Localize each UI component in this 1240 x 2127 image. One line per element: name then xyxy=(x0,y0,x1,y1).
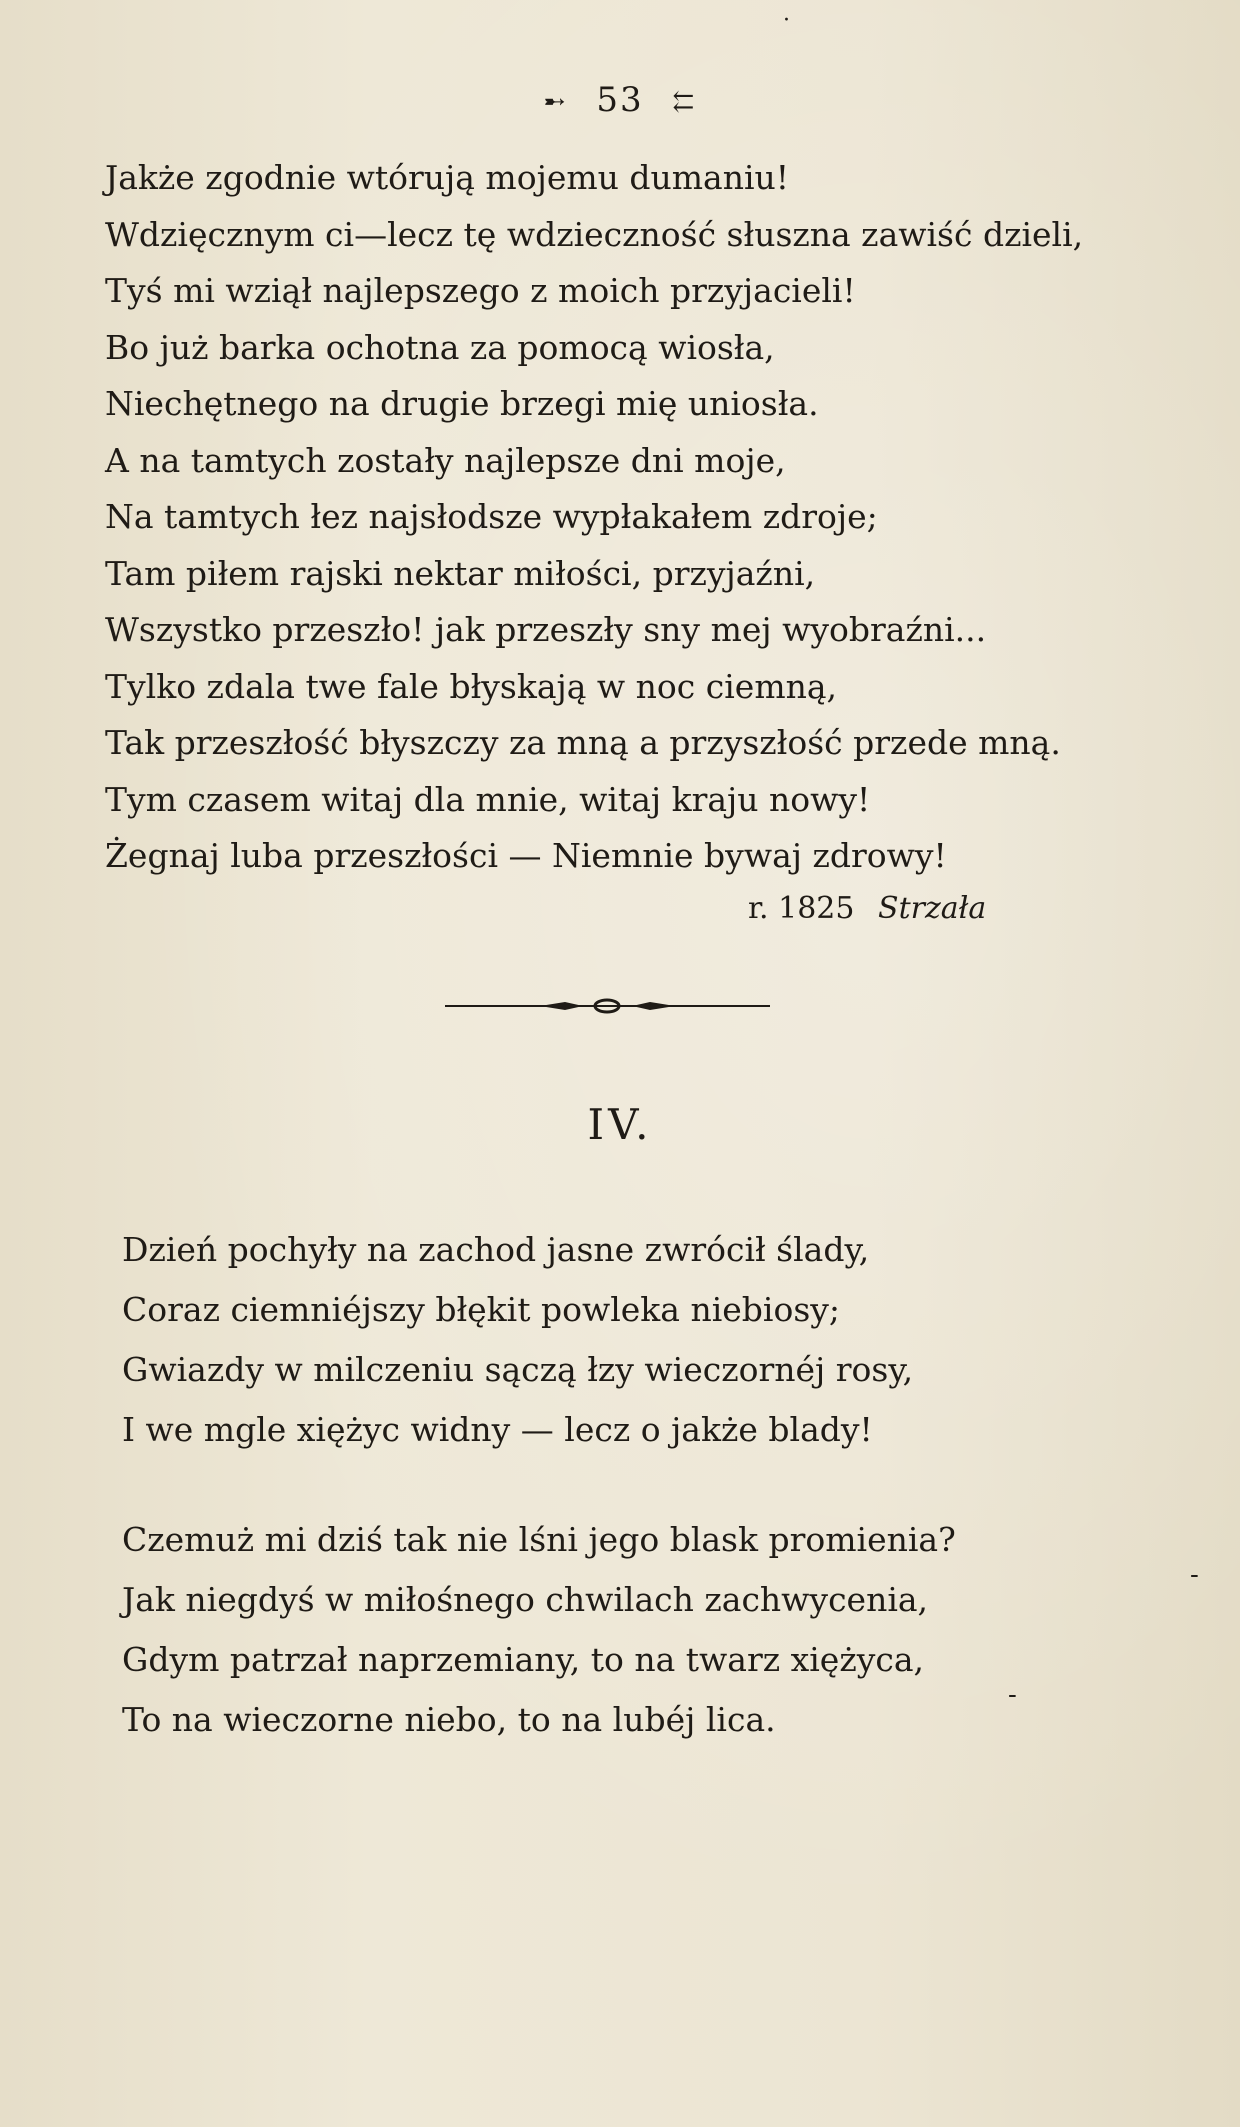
page-speck: · xyxy=(783,8,790,33)
signature-date: r. 1825 xyxy=(748,891,855,926)
poem-line: To na wieczorne niebo, to na lubéj lica. xyxy=(122,1700,776,1739)
poem-line: Wdzięcznym ci—lecz tę wdzieczność słuszna zawiść dzieli, xyxy=(105,214,1084,254)
signature-author: Strzała xyxy=(878,891,987,926)
poem-line: Niechętnego na drugie brzegi mię uniosła. xyxy=(105,384,819,423)
poem-line: Tam piłem rajski nektar miłości, przyjaźni, xyxy=(105,553,816,593)
poem-line: Dzień pochyły na zachod jasne zwrócił ślady, xyxy=(122,1230,870,1269)
poem-line: Czemuż mi dziś tak nie lśni jego blask promienia? xyxy=(122,1520,956,1559)
poem-line: A na tamtych zostały najlepsze dni moje, xyxy=(105,440,786,480)
section-divider-ornament xyxy=(445,998,770,1014)
poem-line: Tym czasem witaj dla mnie, witaj kraju nowy! xyxy=(105,779,871,819)
poem-line: Wszystko przeszło! jak przeszły sny mej wyobraźni... xyxy=(105,610,987,649)
page-number-header xyxy=(0,80,1240,120)
right-ornament-icon: ⇇ xyxy=(672,87,697,117)
poem-continuation xyxy=(105,150,1115,885)
poem-line: Gwiazdy w milczeniu sączą łzy wieczornéj rosy, xyxy=(122,1350,914,1389)
poem-signature xyxy=(748,891,986,926)
poem-line: Tak przeszłość błyszczy za mną a przyszłość przede mną. xyxy=(105,723,1061,762)
poem-line: Tylko zdala twe fale błyskają w noc ciemną, xyxy=(105,666,838,706)
poem-line: Tyś mi wziął najlepszego z moich przyjacieli! xyxy=(105,271,856,310)
poem-line: Jak niegdyś w miłośnego chwilach zachwycenia, xyxy=(122,1580,929,1619)
stanza-2 xyxy=(122,1510,1132,1750)
margin-mark: - xyxy=(1008,1680,1017,1710)
poem-line: Bo już barka ochotna za pomocą wiosła, xyxy=(105,327,775,367)
stanza-1 xyxy=(122,1220,1132,1460)
poem-line: Żegnaj luba przeszłości — Niemnie bywaj zdrowy! xyxy=(105,836,947,875)
section-heading: IV. xyxy=(587,1100,653,1149)
poem-line: I we mgle xiężyc widny — lecz o jakże blady! xyxy=(122,1410,873,1449)
poem-line: Gdym patrzał naprzemiany, to na twarz xiężyca, xyxy=(122,1640,924,1679)
left-ornament-icon: ➸ xyxy=(543,87,568,117)
margin-mark: - xyxy=(1190,1560,1199,1590)
poem-line: Coraz ciemniéjszy błękit powleka niebiosy; xyxy=(122,1290,841,1329)
poem-line: Na tamtych łez najsłodsze wypłakałem zdroje; xyxy=(105,497,878,536)
page-number: 53 xyxy=(596,80,644,120)
poem-line: Jakże zgodnie wtórują mojemu dumaniu! xyxy=(105,158,790,197)
